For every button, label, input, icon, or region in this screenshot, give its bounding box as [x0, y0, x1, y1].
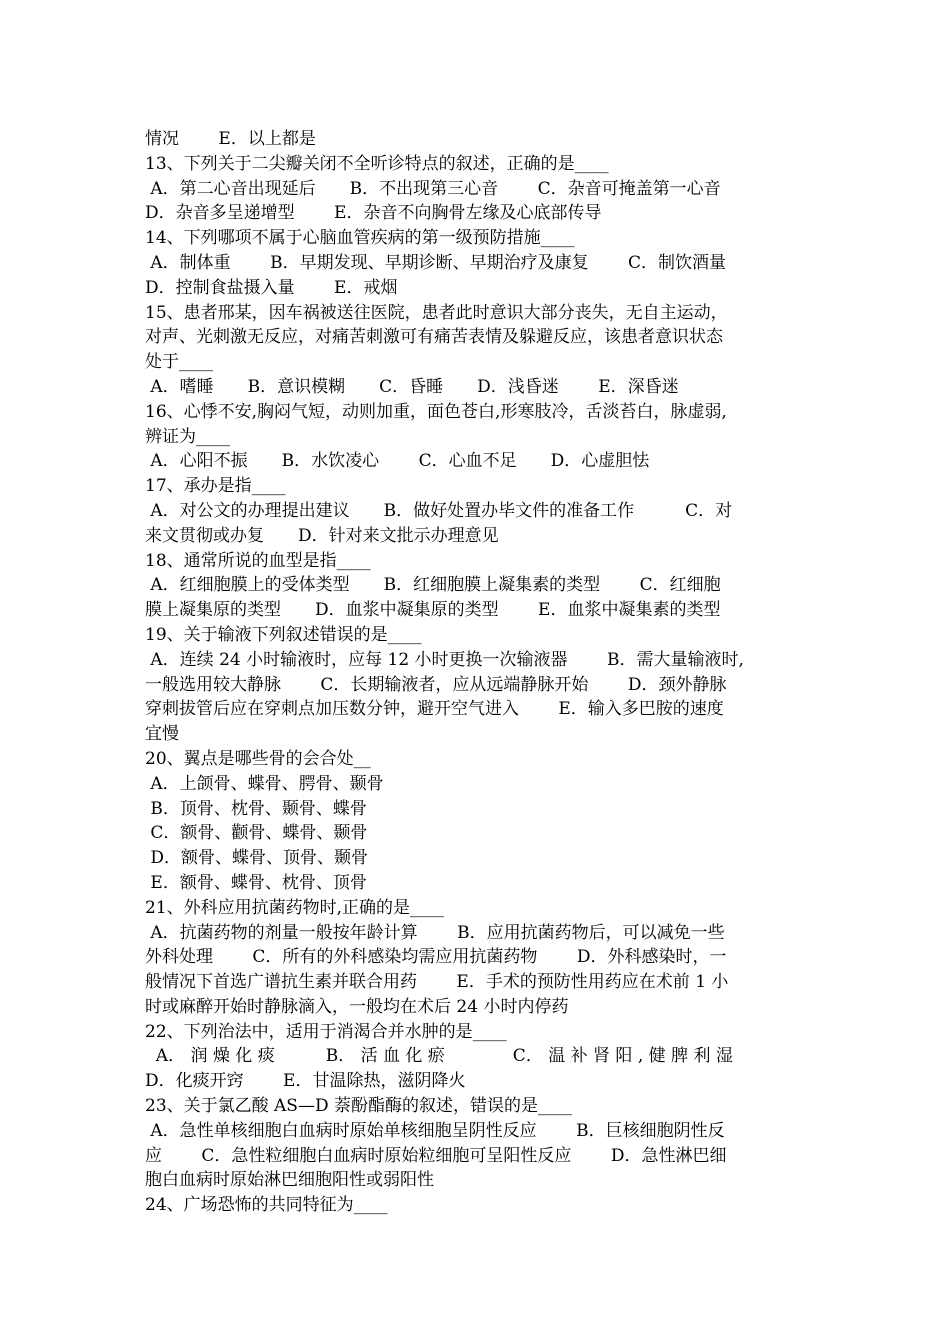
text-line: A．连续 24 小时输液时，应每 12 小时更换一次输液器 B．需大量输液时, [145, 649, 744, 670]
text-line: D．化痰开窍 E．甘温除热，滋阴降火 [145, 1071, 466, 1092]
text-line: C．额骨、颧骨、蝶骨、颞骨 [145, 823, 368, 844]
text-line: 胞白血病时原始淋巴细胞阳性或弱阳性 [145, 1170, 434, 1191]
text-line: 情况 E．以上都是 [145, 129, 316, 149]
text-line: 应 C．急性粒细胞白血病时原始粒细胞可呈阳性反应 D．急性淋巴细 [145, 1145, 727, 1166]
text-line: A．急性单核细胞白血病时原始单核细胞呈阴性反应 B．巨核细胞阴性反 [145, 1120, 725, 1141]
text-line: 16、心悸不安,胸闷气短，动则加重，面色苍白,形寒肢冷，舌淡苔白，脉虚弱, [145, 401, 727, 422]
text-line: 18、通常所说的血型是指____ [145, 550, 371, 571]
text-line: A．心阳不振 B．水饮凌心 C．心血不足 D．心虚胆怯 [145, 451, 650, 472]
text-line: D．控制食盐摄入量 E．戒烟 [145, 277, 398, 298]
text-line: A．抗菌药物的剂量一般按年龄计算 B．应用抗菌药物后，可以减免一些 [145, 922, 725, 943]
text-line: 13、下列关于二尖瓣关闭不全听诊特点的叙述，正确的是____ [145, 153, 609, 174]
text-line: A．制体重 B．早期发现、早期诊断、早期治疗及康复 C．制饮酒量 [145, 252, 726, 273]
text-line: 23、关于氯乙酸 AS—D 萘酚酯酶的叙述，错误的是____ [145, 1096, 572, 1117]
text-line: 14、下列哪项不属于心脑血管疾病的第一级预防措施____ [145, 228, 575, 249]
text-line: A．红细胞膜上的受体类型 B．红细胞膜上凝集素的类型 C．红细胞 [145, 575, 721, 596]
text-line: 穿刺拔管后应在穿刺点加压数分钟，避开空气进入 E．输入多巴胺的速度 [145, 699, 724, 720]
text-line: 辨证为____ [145, 426, 230, 447]
text-line: 15、患者邢某，因车祸被送往医院，患者此时意识大部分丧失，无自主运动， [145, 302, 728, 323]
text-line: A．上颌骨、蝶骨、腭骨、颞骨 [145, 773, 384, 794]
text-line: 19、关于输液下列叙述错误的是____ [145, 624, 422, 645]
text-line: D．额骨、蝶骨、顶骨、颞骨 [145, 848, 369, 869]
text-line: 处于____ [145, 352, 213, 373]
text-line: 22、下列治法中，适用于消渴合并水肿的是____ [145, 1021, 507, 1042]
text-line: A． 润 燥 化 痰 B． 活 血 化 瘀 C． 温 补 肾 阳 , 健 脾 利 湿 [145, 1046, 733, 1067]
text-line: 一般选用较大静脉 C．长期输液者，应从远端静脉开始 D．颈外静脉 [145, 674, 727, 695]
text-line: 24、广场恐怖的共同特征为____ [145, 1195, 388, 1216]
text-line: B．顶骨、枕骨、颞骨、蝶骨 [145, 798, 367, 819]
text-line: 时或麻醉开始时静脉滴入，一般均在术后 24 小时内停药 [145, 996, 569, 1017]
text-line: 般情况下首选广谱抗生素并联合用药 E．手术的预防性用药应在术前 1 小 [145, 972, 729, 993]
text-line: 外科处理 C．所有的外科感染均需应用抗菌药物 D．外科感染时，一 [145, 947, 727, 968]
text-line: 21、外科应用抗菌药物时,正确的是____ [145, 897, 445, 918]
text-line: 对声、光刺激无反应，对痛苦刺激可有痛苦表情及躲避反应，该患者意识状态 [145, 327, 723, 348]
text-line: 20、翼点是哪些骨的会合处__ [145, 748, 371, 769]
text-line: D．杂音多呈递增型 E．杂音不向胸骨左缘及心底部传导 [145, 203, 602, 224]
text-line: A．嗜睡 B．意识模糊 C．昏睡 D．浅昏迷 E．深昏迷 [145, 376, 679, 397]
text-line: A．对公文的办理提出建议 B．做好处置办毕文件的准备工作 C．对 [145, 500, 733, 521]
text-line: 膜上凝集原的类型 D．血浆中凝集原的类型 E．血浆中凝集素的类型 [145, 600, 721, 621]
document-page [145, 127, 808, 1218]
text-line: 宜慢 [145, 724, 179, 745]
text-line: 来文贯彻或办复 D．针对来文批示办理意见 [145, 525, 499, 546]
text-line: E．额骨、蝶骨、枕骨、顶骨 [145, 872, 367, 893]
text-line: A．第二心音出现延后 B．不出现第三心音 C．杂音可掩盖第一心音 [145, 178, 721, 199]
text-line: 17、承办是指____ [145, 476, 286, 497]
